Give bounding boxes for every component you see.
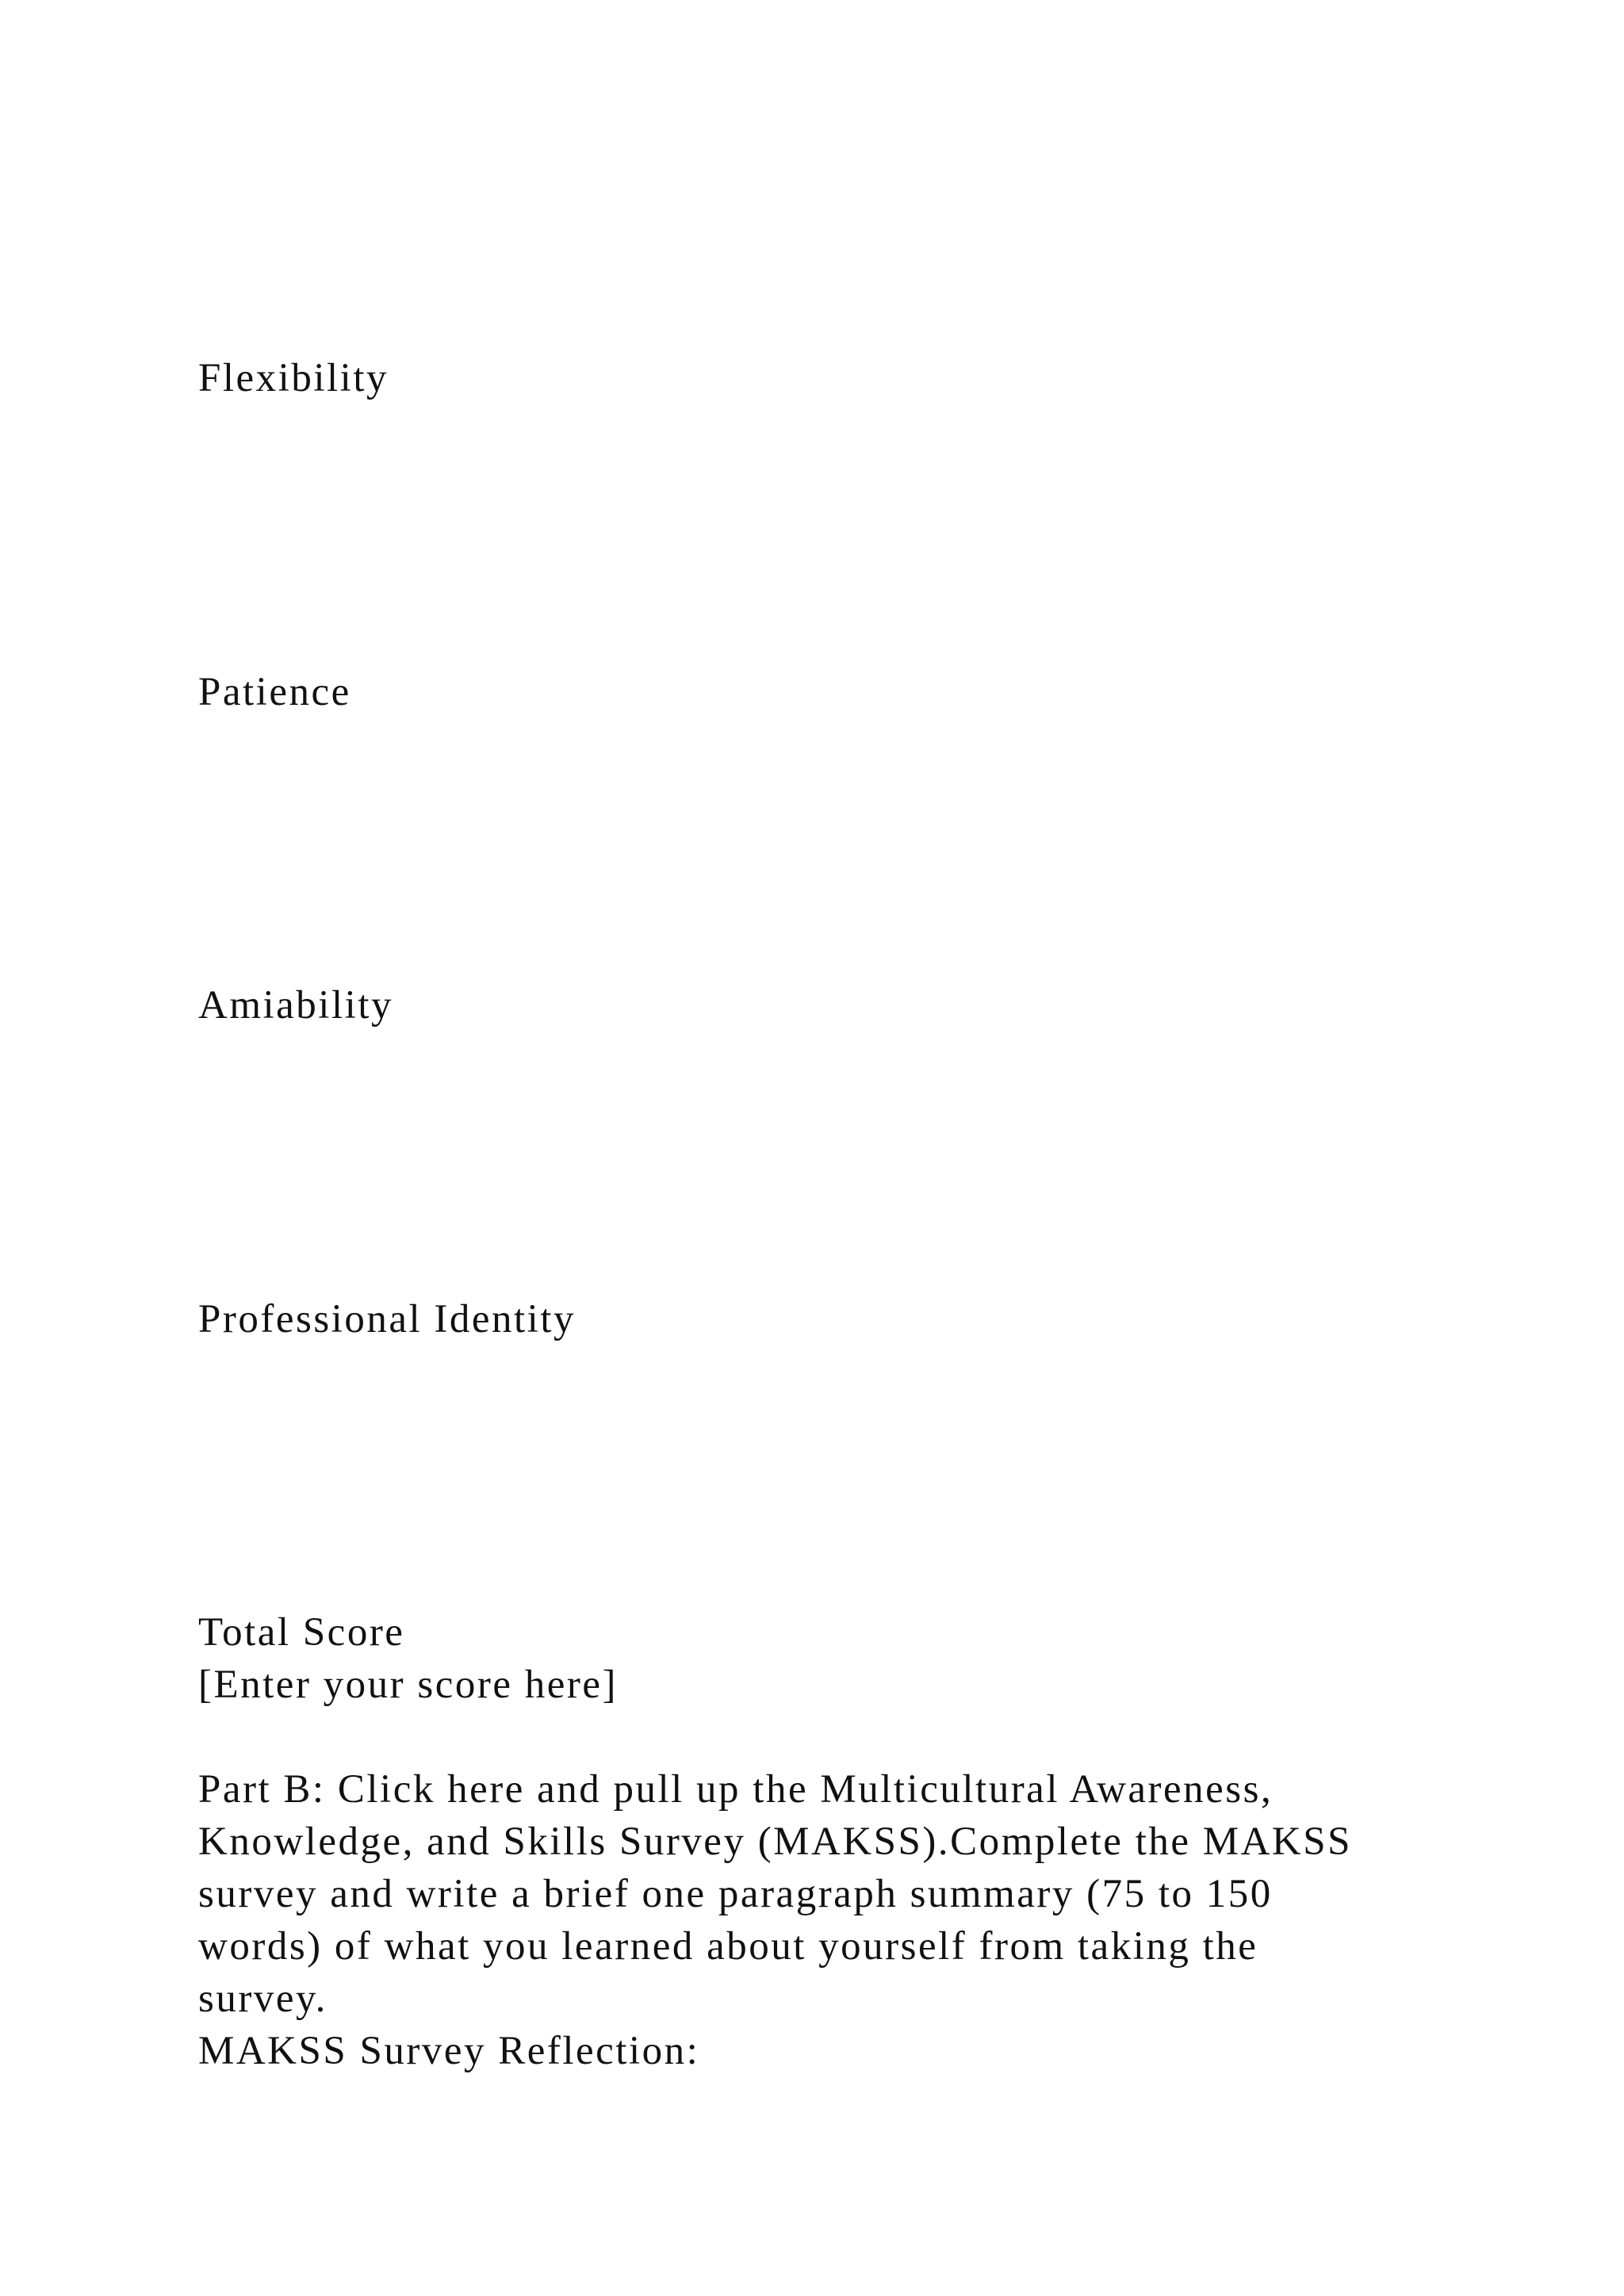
part-b-line: Part B: Click here and pull up the Multicultural Awareness, xyxy=(198,1767,1274,1812)
part-b-line: survey. xyxy=(198,1976,327,2021)
score-placeholder[interactable]: [Enter your score here] xyxy=(198,1663,619,1707)
total-score-label: Total Score xyxy=(198,1610,405,1655)
criterion-flexibility: Flexibility xyxy=(198,356,389,400)
part-b-line: words) of what you learned about yourself from taking the xyxy=(198,1924,1258,1969)
part-b-instructions xyxy=(198,1763,1507,2025)
criterion-professional-identity: Professional Identity xyxy=(198,1297,576,1341)
part-b-line: Knowledge, and Skills Survey (MAKSS).Complete the MAKSS xyxy=(198,1820,1352,1864)
reflection-label: MAKSS Survey Reflection: xyxy=(198,2029,700,2073)
part-b-line: survey and write a brief one paragraph summary (75 to 150 xyxy=(198,1872,1273,1916)
criterion-patience: Patience xyxy=(198,670,351,714)
criterion-amiability: Amiability xyxy=(198,983,393,1027)
